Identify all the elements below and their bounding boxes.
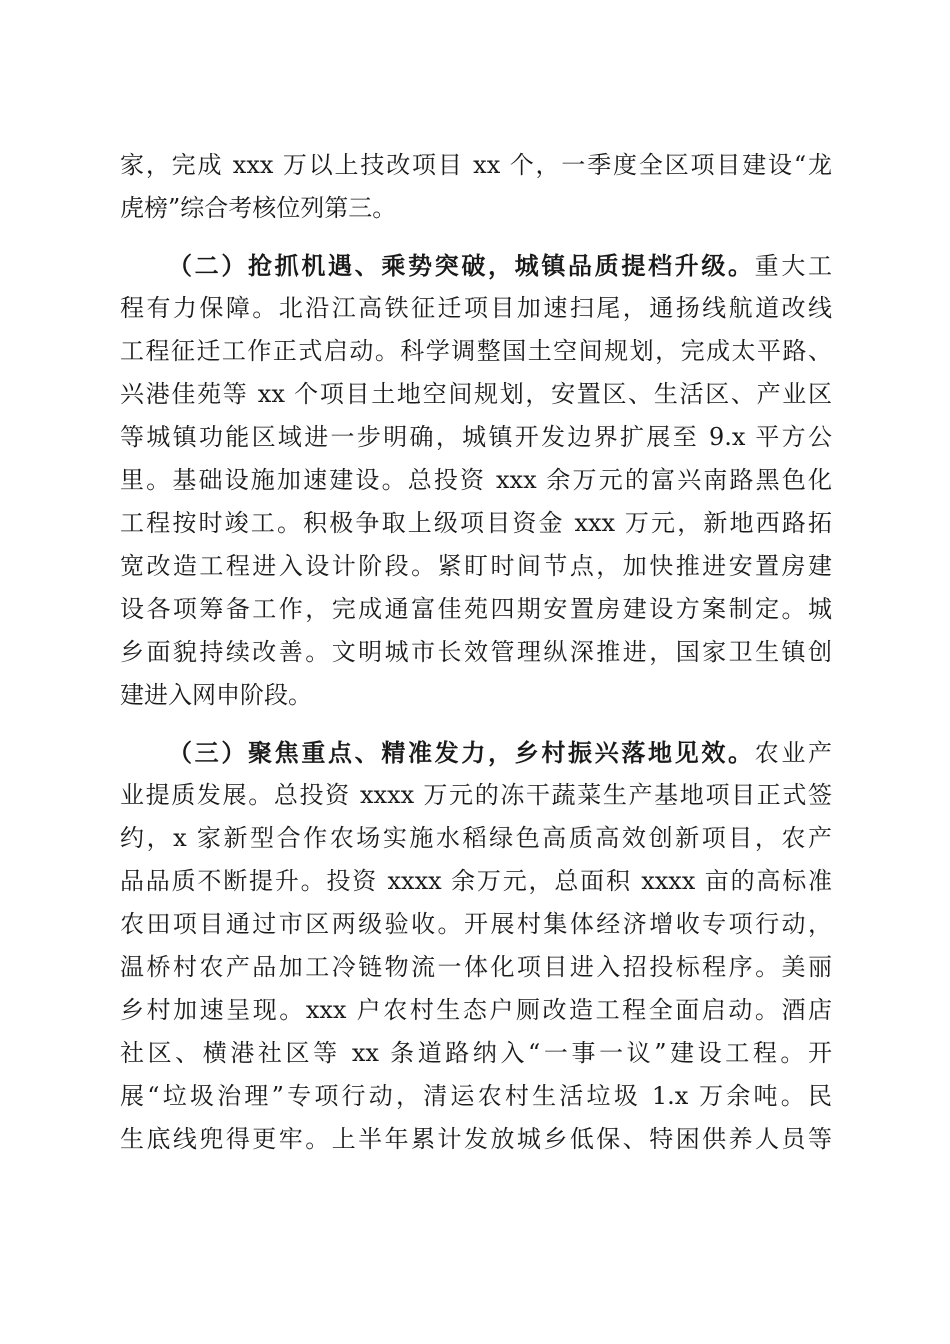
text-run: 农业产 [754, 739, 832, 767]
text-line: 工程按时竣工。积极争取上级项目资金 xxx 万元，新地西路拓 [120, 509, 832, 537]
text-line: 虎榜”综合考核位列第三。 [120, 194, 397, 222]
paragraph-3 [120, 731, 832, 1161]
text-line: 农田项目通过市区两级验收。开展村集体经济增收专项行动， [120, 910, 832, 938]
section-heading-3: （三）聚焦重点、精准发力，乡村振兴落地见效。 [168, 738, 755, 767]
paragraph-1 [120, 144, 832, 230]
text-line: 乡面貌持续改善。文明城市长效管理纵深推进，国家卫生镇创 [120, 638, 832, 666]
paragraph-2 [120, 244, 832, 717]
text-line: 设各项筹备工作，完成通富佳苑四期安置房建设方案制定。城 [120, 595, 832, 623]
text-line: 社区、横港社区等 xx 条道路纳入“一事一议”建设工程。开 [120, 1039, 832, 1067]
text-line: 里。基础设施加速建设。总投资 xxx 余万元的富兴南路黑色化 [120, 466, 832, 494]
text-line: 业提质发展。总投资 xxxx 万元的冻干蔬菜生产基地项目正式签 [120, 781, 832, 809]
text-line: 品品质不断提升。投资 xxxx 余万元，总面积 xxxx 亩的高标准 [120, 867, 832, 895]
text-line: 家，完成 xxx 万以上技改项目 xx 个，一季度全区项目建设“龙 [120, 151, 832, 179]
text-line: 等城镇功能区域进一步明确，城镇开发边界扩展至 9.x 平方公 [120, 423, 832, 451]
section-heading-2: （二）抢抓机遇、乘势突破，城镇品质提档升级。 [168, 251, 755, 280]
paragraph-first-line [120, 731, 832, 774]
text-line: 工程征迁工作正式启动。科学调整国土空间规划，完成太平路、 [120, 337, 832, 365]
text-run: 重大工 [754, 252, 832, 280]
text-line: 宽改造工程进入设计阶段。紧盯时间节点，加快推进安置房建 [120, 552, 832, 580]
text-line: 展“垃圾治理”专项行动，清运农村生活垃圾 1.x 万余吨。民 [120, 1082, 832, 1110]
text-line: 建进入网申阶段。 [120, 681, 312, 709]
text-line: 程有力保障。北沿江高铁征迁项目加速扫尾，通扬线航道改线 [120, 294, 832, 322]
text-line: 约，x 家新型合作农场实施水稻绿色高质高效创新项目，农产 [120, 824, 832, 852]
document-body [120, 144, 832, 1161]
text-line: 乡村加速呈现。xxx 户农村生态户厕改造工程全面启动。酒店 [120, 996, 832, 1024]
text-line: 生底线兜得更牢。上半年累计发放城乡低保、特困供养人员等 [120, 1125, 832, 1153]
text-line: 温桥村农产品加工冷链物流一体化项目进入招投标程序。美丽 [120, 953, 832, 981]
paragraph-first-line [120, 244, 832, 287]
text-line: 兴港佳苑等 xx 个项目土地空间规划，安置区、生活区、产业区 [120, 380, 832, 408]
